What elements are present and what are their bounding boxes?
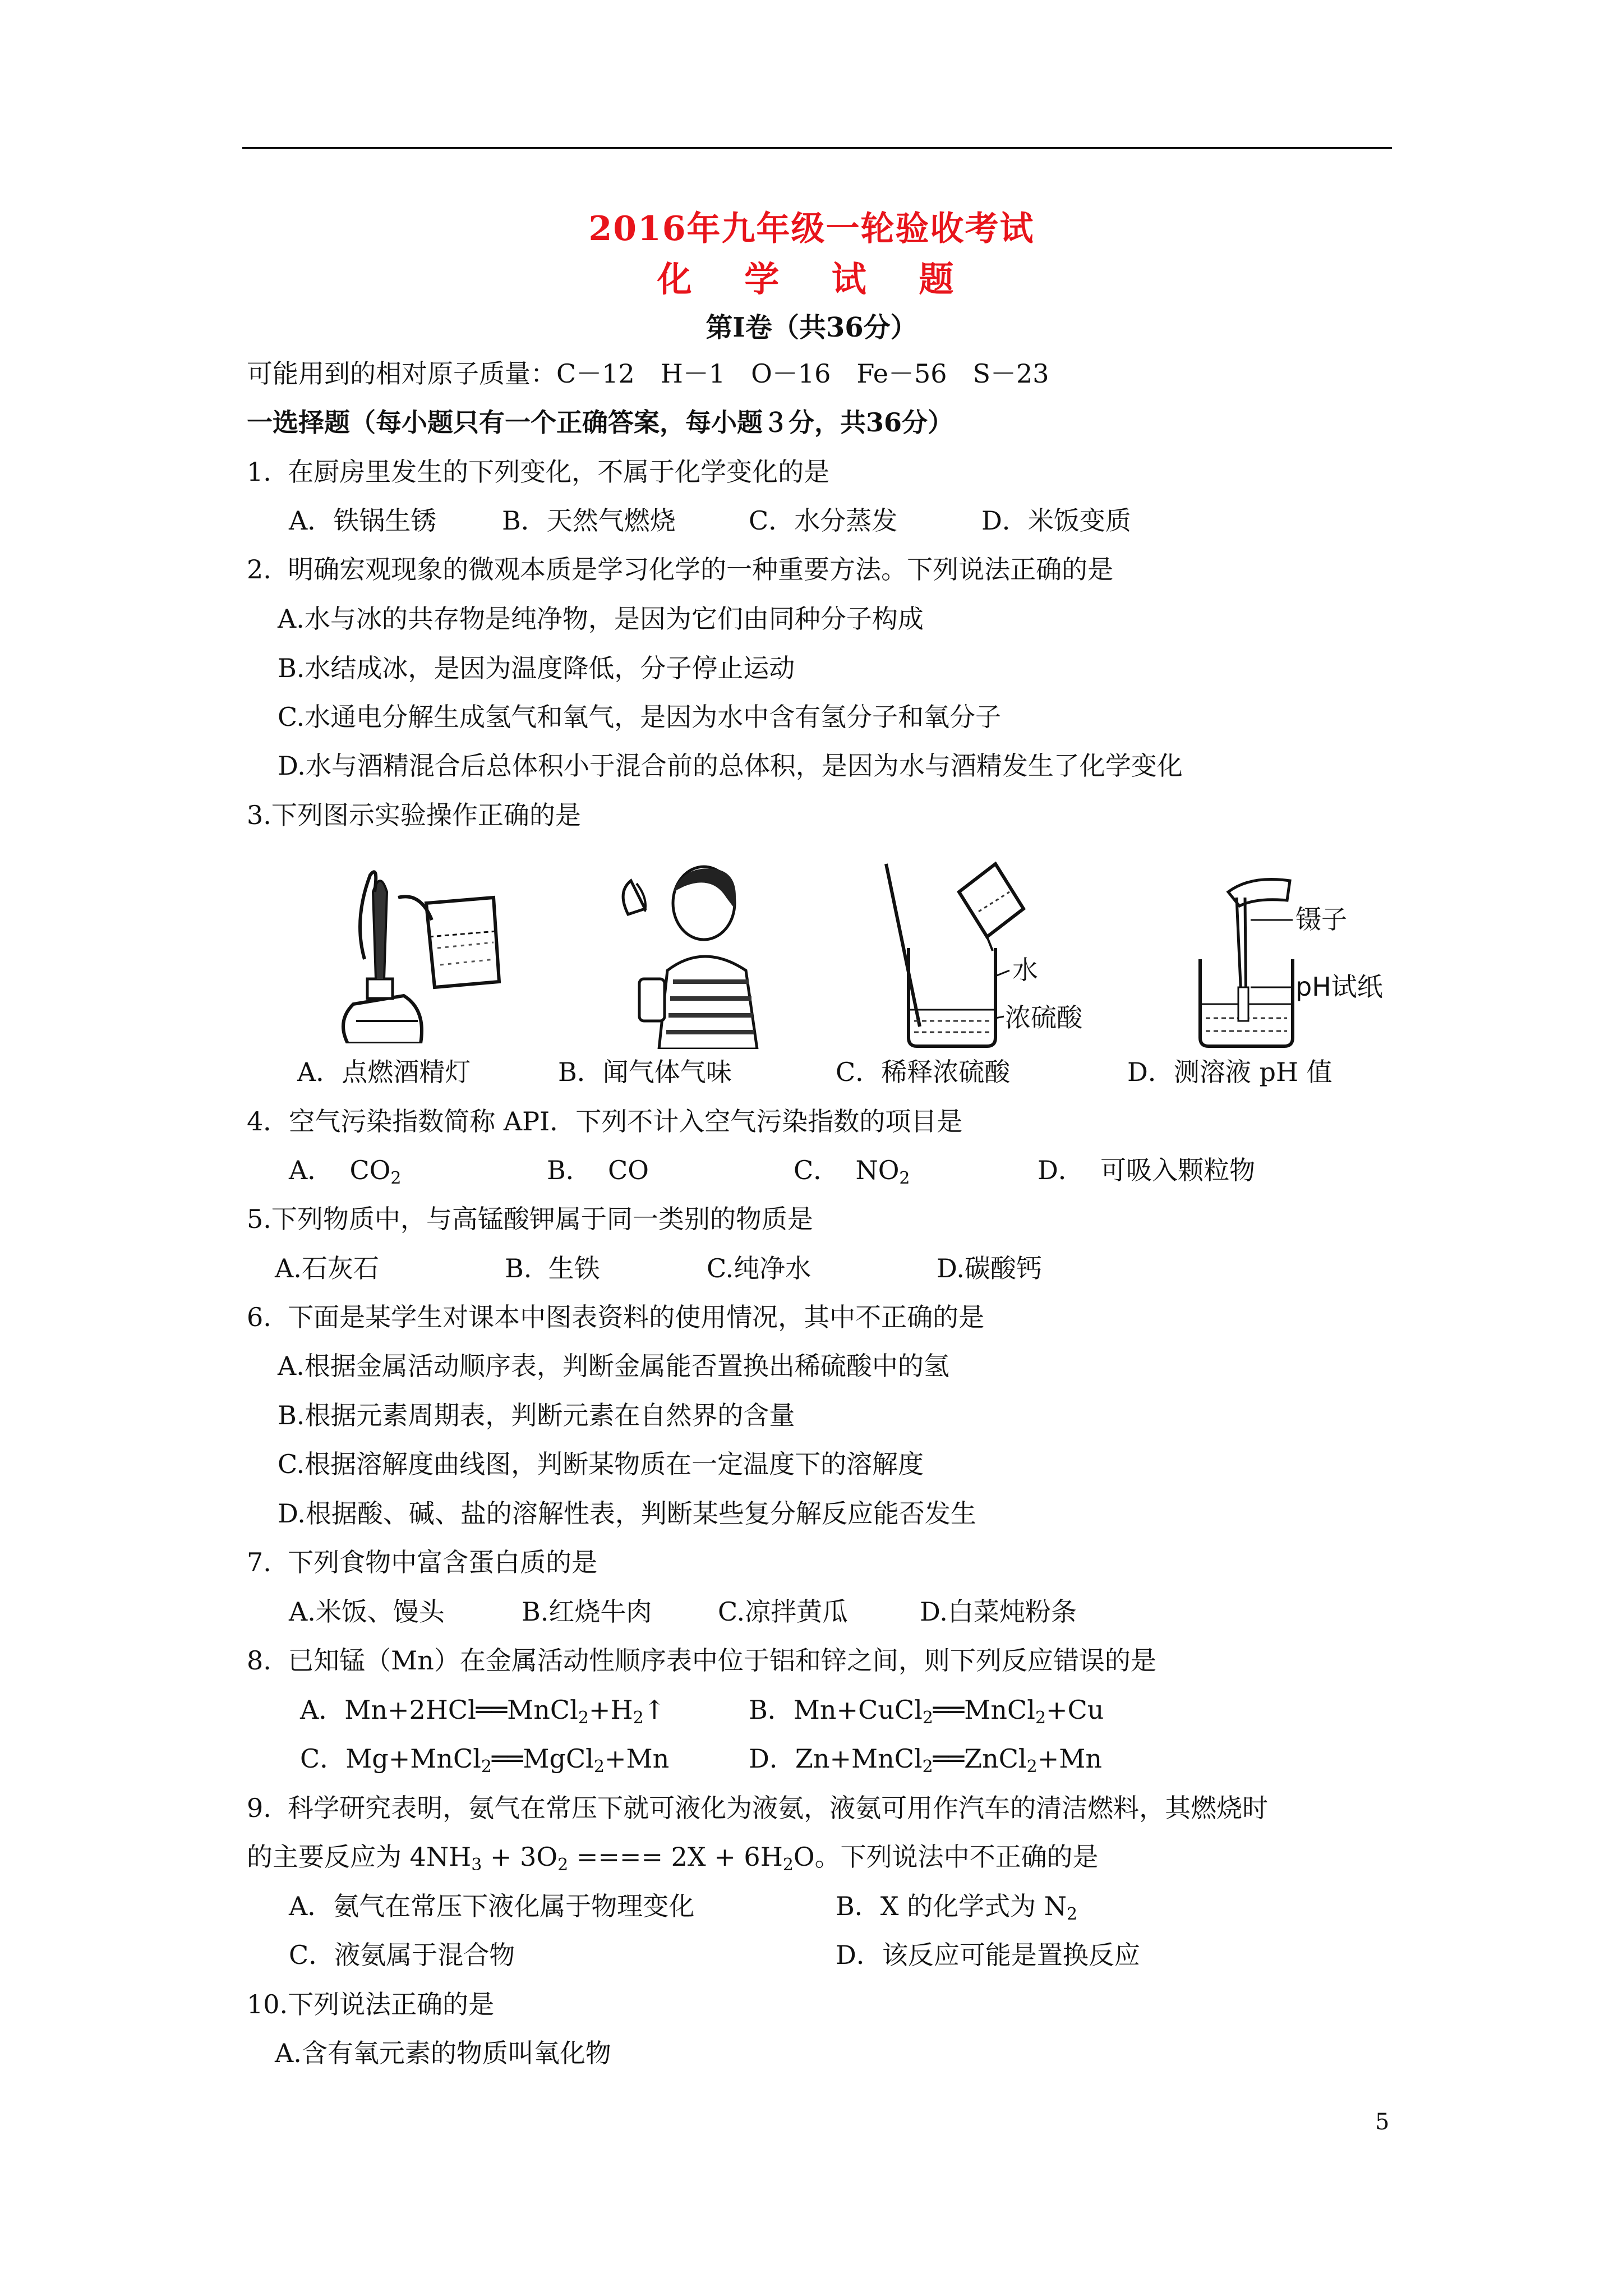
q4-option-c: C． $NO_2$: [794, 1155, 910, 1188]
q5-option-a: A.石灰石: [275, 1253, 379, 1283]
q2-option-b: B.水结成冰，是因为温度降低，分子停止运动: [278, 653, 795, 683]
label-tweezers: 镊子: [1295, 904, 1347, 935]
q4-option-a: A． $CO_2$: [289, 1155, 402, 1188]
q5-stem: 5.下列物质中，与高锰酸钾属于同一类别的物质是: [247, 1204, 813, 1234]
label-concentrated-acid: 浓硫酸: [1005, 1002, 1082, 1033]
q3-option-d: D．测溶液 pH 值: [1127, 1057, 1332, 1087]
figure-measuring-ph: [1189, 858, 1402, 1049]
q1-option-d: D．米饭变质: [981, 505, 1131, 536]
q8-option-c: C．Mg+MnCl$_2$══MgCl$_2$+Mn: [300, 1743, 670, 1777]
q6-stem: 6. 下面是某学生对课本中图表资料的使用情况，其中不正确的是: [247, 1302, 985, 1332]
q9-stem-line1: 9. 科学研究表明，氨气在常压下就可液化为液氨，液氨可用作汽车的清洁燃料，其燃烧时: [247, 1793, 1269, 1823]
q4-option-d: D． 可吸入颗粒物: [1038, 1155, 1256, 1185]
page-number: 5: [1375, 2109, 1390, 2135]
exam-title: 2016年九年级一轮验收考试: [588, 209, 1035, 249]
q1-option-b: B．天然气燃烧: [502, 505, 676, 536]
q2-option-d: D.水与酒精混合后总体积小于混合前的总体积，是因为水与酒精发生了化学变化: [278, 751, 1183, 781]
q9-option-d: D．该反应可能是置换反应: [836, 1940, 1140, 1970]
q2-option-a: A.水与冰的共存物是纯净物，是因为它们由同种分子构成: [278, 604, 924, 634]
figure-diluting-acid: [875, 858, 1088, 1049]
q3-stem: 3.下列图示实验操作正确的是: [247, 800, 581, 830]
q9-stem-line2: 的主要反应为 $4NH_3 + 3O_2$ ==== $2X + 6H_2O$。下列说法中不正确的是: [247, 1842, 1099, 1875]
label-ph-paper: pH试纸: [1295, 972, 1383, 1002]
figure-smelling-gas: [606, 858, 768, 1049]
q9-option-b: B．X 的化学式为 $N_2$: [836, 1891, 1078, 1924]
q1-option-a: A．铁锅生锈: [289, 505, 437, 536]
q7-option-b: B.红烧牛肉: [522, 1596, 652, 1627]
q3-option-a: A．点燃酒精灯: [297, 1057, 471, 1087]
q7-option-d: D.白菜炖粉条: [920, 1596, 1077, 1627]
q10-option-a: A.含有氧元素的物质叫氧化物: [275, 2038, 611, 2068]
q6-option-d: D.根据酸、碱、盐的溶解性表，判断某些复分解反应能否发生: [278, 1498, 976, 1529]
q8-option-a: A．$Mn+2HCl══MnCl_2+H_2↑$: [300, 1695, 666, 1728]
q7-option-c: C.凉拌黄瓜: [718, 1596, 849, 1627]
q7-option-a: A.米饭、馒头: [289, 1596, 445, 1627]
q6-option-b: B.根据元素周期表，判断元素在自然界的含量: [278, 1400, 795, 1430]
q2-stem: 2. 明确宏观现象的微观本质是学习化学的一种重要方法。下列说法正确的是: [247, 554, 1114, 585]
q3-option-b: B．闻气体气味: [558, 1057, 732, 1087]
exam-subtitle: 化 学 试 题: [657, 259, 966, 300]
q9-option-a: A．氨气在常压下液化属于物理变化: [289, 1891, 695, 1921]
atomic-masses: 可能用到的相对原子质量：C－12 H－1 O－16 Fe－56 S－23: [247, 358, 1049, 389]
q6-option-c: C.根据溶解度曲线图，判断某物质在一定温度下的溶解度: [278, 1449, 924, 1479]
q3-option-c: C．稀释浓硫酸: [836, 1057, 1011, 1087]
q1-stem: 1. 在厨房里发生的下列变化，不属于化学变化的是: [247, 457, 830, 487]
part-one-heading: 一选择题（每小题只有一个正确答案，每小题３分，共36分）: [247, 407, 954, 438]
q8-stem: 8. 已知锰（Mn）在金属活动性顺序表中位于铝和锌之间，则下列反应错误的是: [247, 1645, 1156, 1676]
section-heading: 第Ⅰ卷（共36分）: [706, 312, 917, 343]
q4-stem: 4．空气污染指数简称 API．下列不计入空气污染指数的项目是: [247, 1106, 963, 1137]
header-rule: [242, 147, 1392, 149]
q7-stem: 7. 下列食物中富含蛋白质的是: [247, 1547, 598, 1577]
q5-option-b: B. 生铁: [505, 1253, 600, 1283]
q2-option-c: C.水通电分解生成氢气和氧气，是因为水中含有氢分子和氧分子: [278, 702, 1002, 732]
q10-stem: 10.下列说法正确的是: [247, 1989, 495, 2019]
figure-lighting-alcohol-lamp: [314, 858, 505, 1043]
q8-option-d: D．Zn+MnCl$_2$══ZnCl$_2$+Mn: [749, 1743, 1103, 1777]
q4-option-b: B． CO: [547, 1155, 649, 1185]
label-water: 水: [1012, 955, 1038, 985]
q5-option-d: D.碳酸钙: [937, 1253, 1042, 1283]
q1-option-c: C．水分蒸发: [749, 505, 898, 536]
q5-option-c: C.纯净水: [707, 1253, 811, 1283]
q6-option-a: A.根据金属活动顺序表，判断金属能否置换出稀硫酸中的氢: [278, 1351, 949, 1381]
q8-option-b: B．Mn+CuCl$_2$══MnCl$_2$+Cu: [749, 1695, 1104, 1728]
q9-option-c: C．液氨属于混合物: [289, 1940, 515, 1970]
